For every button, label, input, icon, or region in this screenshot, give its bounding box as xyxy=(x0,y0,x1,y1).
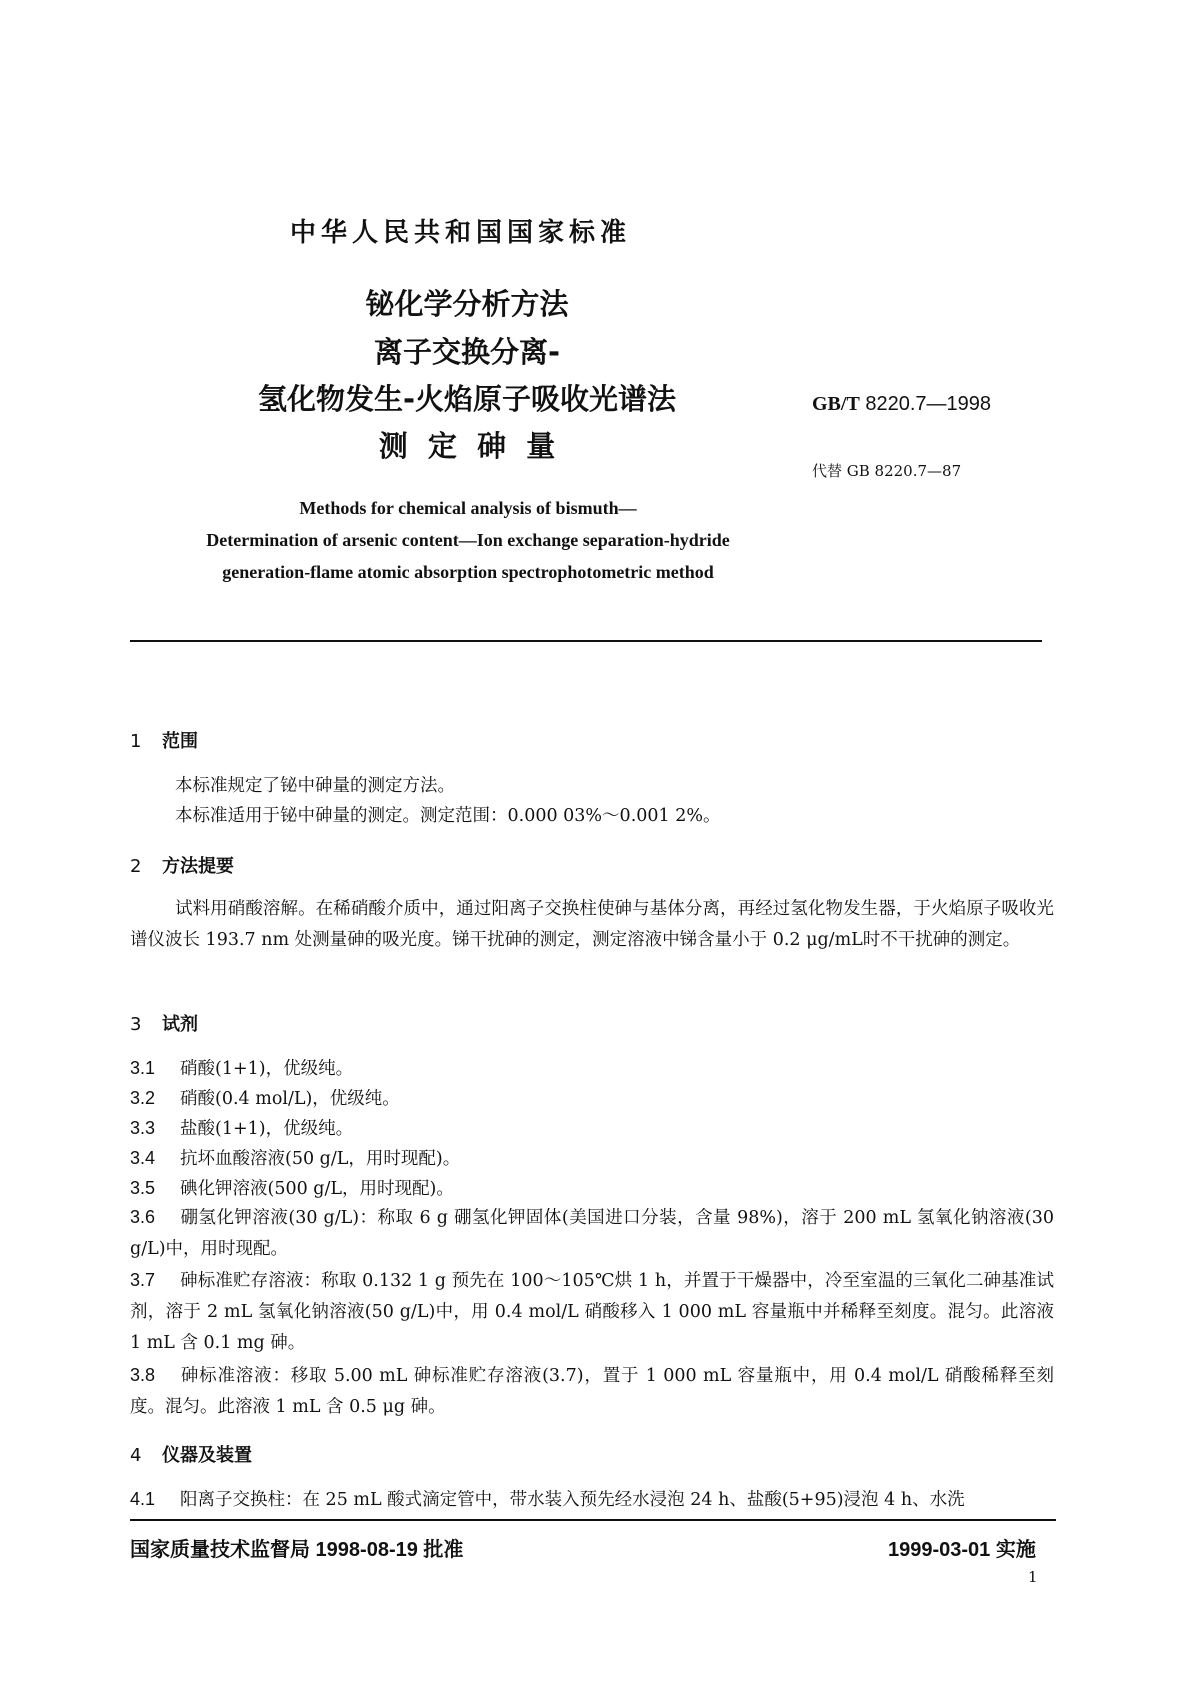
section-title: 仪器及装置 xyxy=(162,1445,252,1466)
english-title-line-3: generation-flame atomic absorption spectrophotometric method xyxy=(222,562,714,582)
section-number: 1 xyxy=(130,731,142,752)
section-1-paragraph-1: 本标准规定了铋中砷量的测定方法。 xyxy=(175,776,455,796)
english-title-line-1: Methods for chemical analysis of bismuth— xyxy=(299,498,637,518)
section-title: 范围 xyxy=(162,731,198,752)
item-number: 3.8 xyxy=(130,1365,156,1385)
item-number: 3.2 xyxy=(130,1088,156,1108)
header-divider xyxy=(130,640,1042,642)
item-number: 3.6 xyxy=(130,1207,156,1227)
reagent-item xyxy=(130,1265,1054,1359)
reagent-item xyxy=(130,1115,353,1140)
reagent-item xyxy=(130,1202,1054,1265)
item-number: 3.7 xyxy=(130,1270,156,1290)
section-number: 4 xyxy=(130,1445,142,1466)
item-number: 3.1 xyxy=(130,1058,156,1078)
item-number: 3.4 xyxy=(130,1148,156,1168)
section-2-paragraph: 试料用硝酸溶解。在稀硝酸介质中，通过阳离子交换柱使砷与基体分离，再经过氢化物发生器，于火焰原子吸收光谱仪波长 193.7 nm 处测量砷的吸光度。锑干扰砷的测定，测定溶液中锑含量小于 0.2 μg/mL时不干扰砷的测定。 xyxy=(130,899,1054,950)
section-1-heading xyxy=(130,727,198,753)
section-title: 试剂 xyxy=(162,1014,198,1035)
reagent-item xyxy=(130,1055,353,1080)
item-text: 阳离子交换柱：在 25 mL 酸式滴定管中，带水装入预先经水浸泡 24 h、盐酸(5+95)浸泡 4 h、水洗 xyxy=(180,1490,965,1510)
reagent-item xyxy=(130,1360,1054,1423)
standard-code xyxy=(812,393,991,416)
item-text: 盐酸(1+1)，优级纯。 xyxy=(180,1119,354,1139)
reagent-item xyxy=(130,1085,400,1110)
standard-type: 中华人民共和国国家标准 xyxy=(290,218,632,248)
section-1-paragraph-2: 本标准适用于铋中砷量的测定。测定范围：0.000 03%～0.001 2%。 xyxy=(175,806,721,826)
title-line-4: 测 定 砷 量 xyxy=(378,429,556,463)
title-line-2: 离子交换分离- xyxy=(373,335,561,369)
item-text: 砷标准贮存溶液：称取 0.132 1 g 预先在 100～105℃烘 1 h，并置于干燥器中，冷至室温的三氧化二砷基准试剂，溶于 2 mL 氢氧化钠溶液(50 g/L)中，用 0.4 mol/L 硝酸移入 1 000 mL 容量瓶中并稀释至刻度。混匀。此溶液 1 mL 含 0.1 mg 砷。 xyxy=(130,1271,1054,1353)
replaces-note: 代替 GB 8220.7—87 xyxy=(812,462,962,480)
reagent-item xyxy=(130,1175,454,1200)
apparatus-item xyxy=(130,1486,965,1511)
item-text: 砷标准溶液：移取 5.00 mL 砷标准贮存溶液(3.7)，置于 1 000 mL 容量瓶中，用 0.4 mol/L 硝酸稀释至刻度。混匀。此溶液 1 mL 含 0.5 μg 砷。 xyxy=(130,1366,1054,1417)
item-number: 4.1 xyxy=(130,1489,156,1509)
section-4-heading xyxy=(130,1441,252,1467)
item-text: 硼氢化钾溶液(30 g/L)：称取 6 g 硼氢化钾固体(美国进口分装，含量 98%)，溶于 200 mL 氢氧化钠溶液(30 g/L)中，用时现配。 xyxy=(130,1208,1054,1259)
item-text: 硝酸(0.4 mol/L)，优级纯。 xyxy=(180,1089,400,1109)
page-number: 1 xyxy=(1028,1568,1038,1586)
section-2-heading xyxy=(130,852,234,878)
reagent-item xyxy=(130,1145,460,1170)
standard-code-number: 8220.7—1998 xyxy=(865,393,992,415)
item-text: 硝酸(1+1)，优级纯。 xyxy=(180,1059,354,1079)
item-number: 3.5 xyxy=(130,1178,156,1198)
footer-divider xyxy=(130,1519,1056,1521)
title-line-3: 氢化物发生-火焰原子吸收光谱法 xyxy=(257,382,677,416)
effective-date: 1999-03-01 实施 xyxy=(888,1539,1036,1561)
section-3-heading xyxy=(130,1010,198,1036)
section-number: 3 xyxy=(130,1014,142,1035)
section-title: 方法提要 xyxy=(162,856,234,877)
item-text: 抗坏血酸溶液(50 g/L，用时现配)。 xyxy=(180,1149,461,1169)
english-title-line-2: Determination of arsenic content—Ion exchange separation-hydride xyxy=(206,530,730,550)
item-number: 3.3 xyxy=(130,1118,156,1138)
approval-date: 国家质量技术监督局 1998-08-19 批准 xyxy=(130,1539,464,1561)
item-text: 碘化钾溶液(500 g/L，用时现配)。 xyxy=(180,1179,454,1199)
standard-code-prefix: GB/T xyxy=(812,393,860,415)
section-number: 2 xyxy=(130,856,142,877)
title-line-1: 铋化学分析方法 xyxy=(365,287,569,321)
